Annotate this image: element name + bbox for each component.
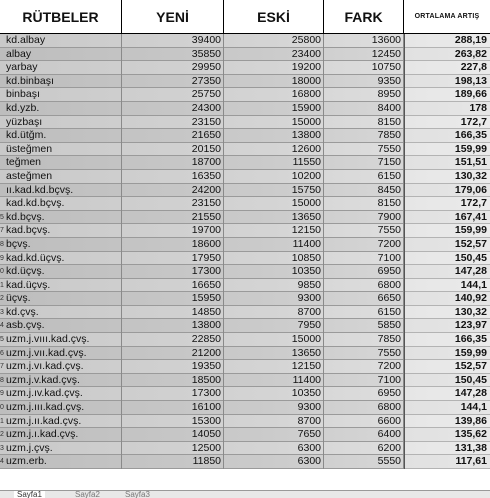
cell-eski[interactable]: 9850 xyxy=(224,279,324,293)
row-number[interactable]: 0 xyxy=(0,404,4,412)
table-row xyxy=(0,88,490,102)
cell-ortalama[interactable]: 130,32 xyxy=(404,306,490,320)
table-row xyxy=(0,415,490,429)
row-number[interactable]: 0 xyxy=(0,268,4,276)
cell-yeni[interactable]: 25750 xyxy=(122,88,224,102)
table-row xyxy=(0,319,490,333)
cell-fark[interactable]: 7200 xyxy=(324,360,404,374)
cell-yeni[interactable]: 14850 xyxy=(122,306,224,320)
table-row xyxy=(0,252,490,266)
sheet-tab-1[interactable]: Sayfa1 xyxy=(14,491,45,498)
cell-yeni[interactable]: 19350 xyxy=(122,360,224,374)
cell-rutbe[interactable]: bçvş. xyxy=(4,238,122,252)
sheet-tab-3[interactable]: Sayfa3 xyxy=(125,490,150,498)
cell-eski[interactable]: 7950 xyxy=(224,319,324,333)
cell-ortalama[interactable]: 159,99 xyxy=(404,347,490,361)
cell-eski[interactable]: 25800 xyxy=(224,34,324,48)
table-row xyxy=(0,428,490,442)
row-number[interactable]: 7 xyxy=(0,227,4,235)
cell-fark[interactable]: 7900 xyxy=(324,211,404,225)
cell-fark[interactable]: 7550 xyxy=(324,143,404,157)
row-number[interactable]: 8 xyxy=(0,376,4,384)
cell-rutbe[interactable]: binbaşı xyxy=(4,88,122,102)
cell-ortalama[interactable]: 140,92 xyxy=(404,292,490,306)
cell-fark[interactable]: 9350 xyxy=(324,75,404,89)
cell-ortalama[interactable]: 227,8 xyxy=(404,61,490,75)
cell-eski[interactable]: 10350 xyxy=(224,387,324,401)
cell-eski[interactable]: 11400 xyxy=(224,374,324,388)
cell-rutbe[interactable]: uzm.erb. xyxy=(4,455,122,469)
cell-ortalama[interactable]: 159,99 xyxy=(404,224,490,238)
cell-eski[interactable]: 23400 xyxy=(224,48,324,62)
cell-fark[interactable]: 6650 xyxy=(324,292,404,306)
cell-ortalama[interactable]: 131,38 xyxy=(404,442,490,456)
table-row xyxy=(0,116,490,130)
cell-fark[interactable]: 12450 xyxy=(324,48,404,62)
cell-fark[interactable]: 6200 xyxy=(324,442,404,456)
cell-yeni[interactable]: 24300 xyxy=(122,102,224,116)
table-body xyxy=(0,34,490,469)
cell-fark[interactable]: 7100 xyxy=(324,252,404,266)
cell-rutbe[interactable]: yüzbaşı xyxy=(4,116,122,130)
cell-rutbe[interactable]: kd.ütğm. xyxy=(4,129,122,143)
cell-fark[interactable]: 5850 xyxy=(324,319,404,333)
cell-ortalama[interactable]: 166,35 xyxy=(404,333,490,347)
cell-rutbe[interactable]: uzm.j.çvş. xyxy=(4,442,122,456)
table-row xyxy=(0,143,490,157)
row-number[interactable]: 5 xyxy=(0,336,4,344)
table-row xyxy=(0,265,490,279)
cell-ortalama[interactable]: 152,57 xyxy=(404,360,490,374)
cell-yeni[interactable]: 21200 xyxy=(122,347,224,361)
cell-eski[interactable]: 15000 xyxy=(224,116,324,130)
cell-ortalama[interactable]: 144,1 xyxy=(404,401,490,415)
cell-fark[interactable]: 7550 xyxy=(324,224,404,238)
cell-fark[interactable]: 5550 xyxy=(324,455,404,469)
cell-eski[interactable]: 10200 xyxy=(224,170,324,184)
cell-yeni[interactable]: 16650 xyxy=(122,279,224,293)
cell-rutbe[interactable]: kd.çvş. xyxy=(4,306,122,320)
cell-yeni[interactable]: 21550 xyxy=(122,211,224,225)
cell-rutbe[interactable]: kd.albay xyxy=(4,34,122,48)
row-number[interactable]: 3 xyxy=(0,444,4,452)
cell-rutbe[interactable]: kd.binbaşı xyxy=(4,75,122,89)
header-fark[interactable]: FARK xyxy=(324,0,404,34)
table-row xyxy=(0,279,490,293)
cell-eski[interactable]: 11400 xyxy=(224,238,324,252)
cell-eski[interactable]: 15900 xyxy=(224,102,324,116)
cell-fark[interactable]: 7850 xyxy=(324,129,404,143)
cell-yeni[interactable]: 19700 xyxy=(122,224,224,238)
cell-eski[interactable]: 11550 xyxy=(224,156,324,170)
cell-eski[interactable]: 13800 xyxy=(224,129,324,143)
cell-rutbe[interactable]: albay xyxy=(4,48,122,62)
row-number[interactable]: 9 xyxy=(0,254,4,262)
cell-fark[interactable]: 8950 xyxy=(324,88,404,102)
row-number[interactable]: 9 xyxy=(0,390,4,398)
cell-fark[interactable]: 8150 xyxy=(324,116,404,130)
cell-rutbe[interactable]: uzm.j.vı.kad.çvş. xyxy=(4,360,122,374)
table-row xyxy=(0,401,490,415)
row-number[interactable]: 2 xyxy=(0,431,4,439)
cell-ortalama[interactable]: 288,19 xyxy=(404,34,490,48)
cell-rutbe[interactable]: teğmen xyxy=(4,156,122,170)
cell-yeni[interactable]: 12500 xyxy=(122,442,224,456)
cell-rutbe[interactable]: uzm.j.ıv.kad.çvş. xyxy=(4,387,122,401)
cell-yeni[interactable]: 29950 xyxy=(122,61,224,75)
cell-eski[interactable]: 9300 xyxy=(224,292,324,306)
cell-yeni[interactable]: 23150 xyxy=(122,197,224,211)
cell-rutbe[interactable]: uzm.j.ıı.kad.çvş. xyxy=(4,415,122,429)
cell-fark[interactable]: 8450 xyxy=(324,184,404,198)
cell-rutbe[interactable]: ıı.kad.kd.bçvş. xyxy=(4,184,122,198)
cell-yeni[interactable]: 24200 xyxy=(122,184,224,198)
cell-yeni[interactable]: 18700 xyxy=(122,156,224,170)
cell-rutbe[interactable]: kad.kd.bçvş. xyxy=(4,197,122,211)
cell-fark[interactable]: 7200 xyxy=(324,238,404,252)
cell-yeni[interactable]: 21650 xyxy=(122,129,224,143)
cell-ortalama[interactable]: 147,28 xyxy=(404,387,490,401)
cell-rutbe[interactable]: uzm.j.v.kad.çvş. xyxy=(4,374,122,388)
row-number[interactable]: 8 xyxy=(0,240,4,248)
cell-rutbe[interactable]: kd.üçvş. xyxy=(4,265,122,279)
cell-ortalama[interactable]: 189,66 xyxy=(404,88,490,102)
cell-rutbe[interactable]: kd.bçvş. xyxy=(4,211,122,225)
row-number[interactable]: 1 xyxy=(0,281,4,289)
table-row xyxy=(0,442,490,456)
cell-rutbe[interactable]: uzm.j.ı.kad.çvş. xyxy=(4,428,122,442)
cell-yeni[interactable]: 39400 xyxy=(122,34,224,48)
cell-eski[interactable]: 13650 xyxy=(224,211,324,225)
cell-rutbe[interactable]: yarbay xyxy=(4,61,122,75)
cell-eski[interactable]: 16800 xyxy=(224,88,324,102)
cell-fark[interactable]: 7550 xyxy=(324,347,404,361)
cell-ortalama[interactable]: 135,62 xyxy=(404,428,490,442)
sheet-tabs xyxy=(0,490,490,498)
cell-eski[interactable]: 15000 xyxy=(224,333,324,347)
cell-fark[interactable]: 10750 xyxy=(324,61,404,75)
cell-yeni[interactable]: 11850 xyxy=(122,455,224,469)
cell-eski[interactable]: 9300 xyxy=(224,401,324,415)
cell-yeni[interactable]: 14050 xyxy=(122,428,224,442)
cell-ortalama[interactable]: 172,7 xyxy=(404,197,490,211)
cell-eski[interactable]: 8700 xyxy=(224,415,324,429)
cell-fark[interactable]: 6800 xyxy=(324,401,404,415)
cell-ortalama[interactable]: 117,61 xyxy=(404,455,490,469)
cell-yeni[interactable]: 18500 xyxy=(122,374,224,388)
cell-eski[interactable]: 12150 xyxy=(224,224,324,238)
table-row xyxy=(0,61,490,75)
cell-fark[interactable]: 13600 xyxy=(324,34,404,48)
cell-ortalama[interactable]: 263,82 xyxy=(404,48,490,62)
table-row xyxy=(0,306,490,320)
cell-rutbe[interactable]: kad.bçvş. xyxy=(4,224,122,238)
cell-yeni[interactable]: 17300 xyxy=(122,265,224,279)
cell-ortalama[interactable]: 144,1 xyxy=(404,279,490,293)
cell-rutbe[interactable]: asb.çvş. xyxy=(4,319,122,333)
cell-ortalama[interactable]: 147,28 xyxy=(404,265,490,279)
cell-ortalama[interactable]: 198,13 xyxy=(404,75,490,89)
cell-eski[interactable]: 18000 xyxy=(224,75,324,89)
cell-fark[interactable]: 6800 xyxy=(324,279,404,293)
header-eski[interactable]: ESKİ xyxy=(224,0,324,34)
cell-rutbe[interactable]: kad.kd.üçvş. xyxy=(4,252,122,266)
table-row xyxy=(0,48,490,62)
cell-ortalama[interactable]: 159,99 xyxy=(404,143,490,157)
table-row xyxy=(0,224,490,238)
cell-ortalama[interactable]: 167,41 xyxy=(404,211,490,225)
row-number[interactable]: 1 xyxy=(0,417,4,425)
table-row xyxy=(0,374,490,388)
cell-eski[interactable]: 7650 xyxy=(224,428,324,442)
cell-fark[interactable]: 6600 xyxy=(324,415,404,429)
cell-fark[interactable]: 6950 xyxy=(324,387,404,401)
cell-ortalama[interactable]: 123,97 xyxy=(404,319,490,333)
cell-yeni[interactable]: 22850 xyxy=(122,333,224,347)
cell-eski[interactable]: 6300 xyxy=(224,455,324,469)
cell-yeni[interactable]: 35850 xyxy=(122,48,224,62)
row-number[interactable]: 5 xyxy=(0,213,4,221)
row-number[interactable]: 4 xyxy=(0,322,4,330)
cell-yeni[interactable]: 16350 xyxy=(122,170,224,184)
cell-rutbe[interactable]: üçvş. xyxy=(4,292,122,306)
cell-yeni[interactable]: 27350 xyxy=(122,75,224,89)
row-number[interactable]: 2 xyxy=(0,295,4,303)
cell-eski[interactable]: 15000 xyxy=(224,197,324,211)
cell-rutbe[interactable]: asteğmen xyxy=(4,170,122,184)
cell-eski[interactable]: 12600 xyxy=(224,143,324,157)
cell-ortalama[interactable]: 152,57 xyxy=(404,238,490,252)
cell-eski[interactable]: 15750 xyxy=(224,184,324,198)
table-row xyxy=(0,238,490,252)
cell-fark[interactable]: 8400 xyxy=(324,102,404,116)
table-row xyxy=(0,333,490,347)
cell-ortalama[interactable]: 139,86 xyxy=(404,415,490,429)
cell-rutbe[interactable]: uzm.j.vııı.kad.çvş. xyxy=(4,333,122,347)
cell-eski[interactable]: 8700 xyxy=(224,306,324,320)
row-number[interactable]: 7 xyxy=(0,363,4,371)
cell-fark[interactable]: 6150 xyxy=(324,306,404,320)
cell-eski[interactable]: 6300 xyxy=(224,442,324,456)
cell-yeni[interactable]: 13800 xyxy=(122,319,224,333)
cell-rutbe[interactable]: uzm.j.ııı.kad.çvş. xyxy=(4,401,122,415)
header-ortalama[interactable]: ORTALAMA ARTIŞ xyxy=(404,0,490,34)
table-row xyxy=(0,75,490,89)
table-row xyxy=(0,34,490,48)
table-row xyxy=(0,360,490,374)
cell-fark[interactable]: 7150 xyxy=(324,156,404,170)
cell-yeni[interactable]: 16100 xyxy=(122,401,224,415)
cell-fark[interactable]: 8150 xyxy=(324,197,404,211)
header-rutbe[interactable]: RÜTBELER xyxy=(0,0,122,34)
cell-fark[interactable]: 6950 xyxy=(324,265,404,279)
sheet-tab-2[interactable]: Sayfa2 xyxy=(75,490,100,498)
cell-ortalama[interactable]: 150,45 xyxy=(404,252,490,266)
cell-fark[interactable]: 6150 xyxy=(324,170,404,184)
table-row xyxy=(0,292,490,306)
cell-rutbe[interactable]: kd.yzb. xyxy=(4,102,122,116)
cell-ortalama[interactable]: 166,35 xyxy=(404,129,490,143)
cell-yeni[interactable]: 23150 xyxy=(122,116,224,130)
cell-ortalama[interactable]: 130,32 xyxy=(404,170,490,184)
cell-ortalama[interactable]: 150,45 xyxy=(404,374,490,388)
row-number[interactable]: 6 xyxy=(0,349,4,357)
cell-ortalama[interactable]: 178 xyxy=(404,102,490,116)
header-yeni[interactable]: YENİ xyxy=(122,0,224,34)
cell-ortalama[interactable]: 179,06 xyxy=(404,184,490,198)
table-row xyxy=(0,455,490,469)
cell-fark[interactable]: 7850 xyxy=(324,333,404,347)
cell-eski[interactable]: 10850 xyxy=(224,252,324,266)
table-row xyxy=(0,197,490,211)
cell-eski[interactable]: 12150 xyxy=(224,360,324,374)
cell-yeni[interactable]: 17950 xyxy=(122,252,224,266)
cell-fark[interactable]: 7100 xyxy=(324,374,404,388)
cell-fark[interactable]: 6400 xyxy=(324,428,404,442)
table-row xyxy=(0,156,490,170)
cell-eski[interactable]: 10350 xyxy=(224,265,324,279)
cell-yeni[interactable]: 15300 xyxy=(122,415,224,429)
table-row xyxy=(0,102,490,116)
row-number[interactable]: 4 xyxy=(0,458,4,466)
cell-rutbe[interactable]: uzm.j.vıı.kad.çvş. xyxy=(4,347,122,361)
table-row xyxy=(0,184,490,198)
header-row xyxy=(0,0,490,34)
cell-yeni[interactable]: 15950 xyxy=(122,292,224,306)
cell-eski[interactable]: 19200 xyxy=(224,61,324,75)
table-row xyxy=(0,170,490,184)
table-row xyxy=(0,211,490,225)
cell-yeni[interactable]: 20150 xyxy=(122,143,224,157)
cell-ortalama[interactable]: 172,7 xyxy=(404,116,490,130)
table-row xyxy=(0,387,490,401)
cell-rutbe[interactable]: üsteğmen xyxy=(4,143,122,157)
cell-yeni[interactable]: 17300 xyxy=(122,387,224,401)
cell-ortalama[interactable]: 151,51 xyxy=(404,156,490,170)
row-number[interactable]: 3 xyxy=(0,308,4,316)
cell-rutbe[interactable]: kad.üçvş. xyxy=(4,279,122,293)
cell-eski[interactable]: 13650 xyxy=(224,347,324,361)
table-row xyxy=(0,129,490,143)
cell-yeni[interactable]: 18600 xyxy=(122,238,224,252)
table-row xyxy=(0,347,490,361)
